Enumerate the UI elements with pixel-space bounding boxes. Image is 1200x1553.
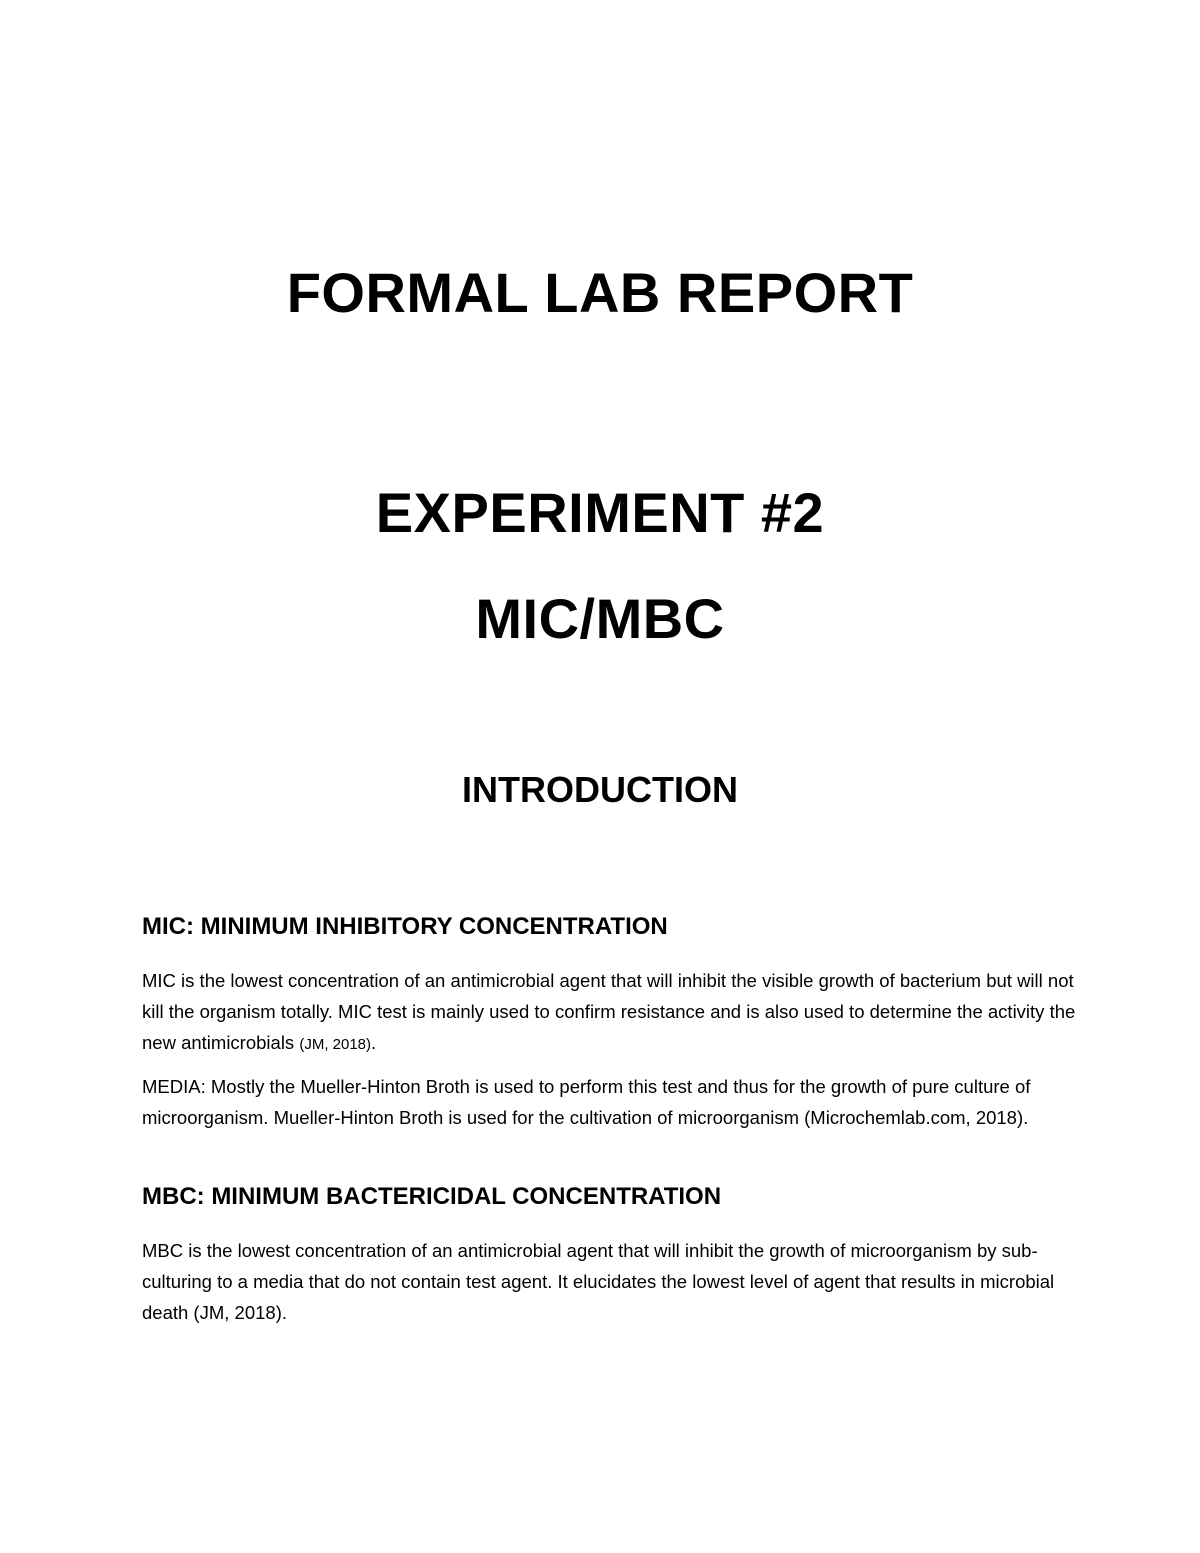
mic-section-heading: MIC: MINIMUM INHIBITORY CONCENTRATION [142,913,668,940]
mic-definition-end: . [371,1032,377,1053]
mbc-section-heading: MBC: MINIMUM BACTERICIDAL CONCENTRATION [142,1183,722,1210]
experiment-subtitle: MIC/MBC [475,587,725,650]
experiment-title: EXPERIMENT #2 [375,481,825,544]
introduction-heading: INTRODUCTION [462,769,738,810]
main-title: FORMAL LAB REPORT [286,261,914,324]
mic-definition-citation: (JM, 2018) [299,1036,372,1053]
mic-definition-paragraph [142,965,1082,1060]
media-paragraph: MEDIA: Mostly the Mueller-Hinton Broth is used to perform this test and thus for the growth of pure culture of microorganism. Mueller-Hinton Broth is used for the cultivation of microorganism (Microchemlab.com, 2018). [142,1076,1031,1128]
mic-definition-text: MIC is the lowest concentration of an antimicrobial agent that will inhibit the visible growth of bacterium but will not kill the organism totally. MIC test is mainly used to confirm resistance and is also used to determine the activity the new antimicrobials [142,970,1076,1053]
mbc-definition-paragraph: MBC is the lowest concentration of an antimicrobial agent that will inhibit the growth of microorganism by sub-culturing to a media that do not contain test agent. It elucidates the lowest level of agent that results in microbial death (JM, 2018). [142,1240,1055,1323]
